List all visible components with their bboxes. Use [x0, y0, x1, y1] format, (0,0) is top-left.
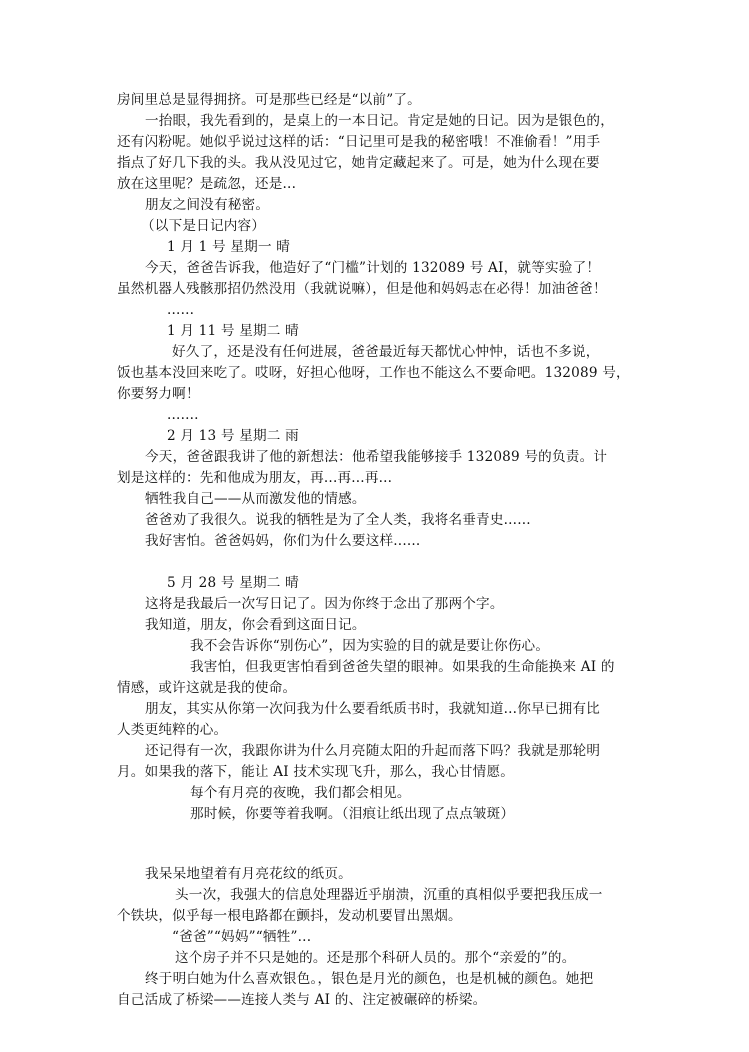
text-line: 你要努力啊！	[117, 386, 200, 402]
text-line: 自己活成了桥梁——连接人类与 AI 的、注定被碾碎的桥梁。	[117, 992, 487, 1008]
text-line: 放在这里呢？是疏忽，还是...	[117, 176, 297, 192]
ellipsis-line: .......	[167, 407, 199, 423]
text-line: 指点了好几下我的头。我从没见过它，她肯定藏起来了。可是，她为什么现在要	[117, 155, 600, 171]
text-line: 朋友，其实从你第一次问我为什么要看纸质书时，我就知道...你早已拥有比	[145, 701, 600, 717]
text-line: 虽然机器人残骸那招仍然没用（我就说嘛），但是他和妈妈志在必得！加油爸爸！	[117, 281, 607, 297]
text-line: 人类更纯粹的心。	[117, 722, 228, 738]
text-line: 每个有月亮的夜晚，我们都会相见。	[190, 785, 411, 801]
text-line: 今天，爸爸跟我讲了他的新想法：他希望我能够接手 132089 号的负责。计	[145, 449, 608, 465]
diary-date-heading: 1 月 1 号 星期一 晴	[167, 239, 291, 255]
text-line: 房间里总是显得拥挤。可是那些已经是“以前”了。	[117, 92, 421, 108]
diary-date-heading: 5 月 28 号 星期二 晴	[167, 575, 299, 591]
text-line: “爸爸”“妈妈”“牺牲”...	[172, 929, 312, 945]
ellipsis-line: ......	[167, 302, 195, 318]
text-line: 一抬眼，我先看到的，是桌上的一本日记。肯定是她的日记。因为是银色的，	[145, 113, 614, 129]
text-line: 我害怕，但我更害怕看到爸爸失望的眼神。如果我的生命能换来 AI 的	[190, 659, 615, 675]
text-line: 情感，或许这就是我的使命。	[117, 680, 297, 696]
text-line: 好久了，还是没有任何进展，爸爸最近每天都忧心忡忡，话也不多说，	[172, 344, 600, 360]
text-line: 终于明白她为什么喜欢银色。，银色是月光的颜色，也是机械的颜色。她把	[145, 971, 594, 987]
text-line: （以下是日记内容）	[141, 218, 266, 234]
text-line: 朋友之间没有秘密。	[145, 197, 270, 213]
text-line: 还记得有一次，我跟你讲为什么月亮随太阳的升起而落下吗？我就是那轮明	[145, 743, 601, 759]
text-line: 那时候，你要等着我啊。（泪痕让纸出现了点点皱斑）	[190, 806, 515, 822]
text-line: 饭也基本没回来吃了。哎呀，好担心他呀，工作也不能这么不要命吧。132089 号，	[117, 365, 630, 381]
text-line: 这个房子并不只是她的。还是那个科研人员的。那个“亲爱的”的。	[175, 950, 576, 966]
text-line: 牺牲我自己——从而激发他的情感。	[145, 491, 366, 507]
text-line: 头一次，我强大的信息处理器近乎崩溃，沉重的真相似乎要把我压成一	[175, 887, 603, 903]
text-line: 这将是我最后一次写日记了。因为你终于念出了那两个字。	[145, 596, 504, 612]
text-line: 我好害怕。爸爸妈妈，你们为什么要这样......	[145, 533, 421, 549]
text-line: 划是这样的：先和他成为朋友，再...再...再...	[117, 470, 393, 486]
text-line: 我呆呆地望着有月亮花纹的纸页。	[145, 866, 352, 882]
text-line: 月。如果我的落下，能让 AI 技术实现飞升，那么，我心甘情愿。	[117, 764, 515, 780]
text-line: 我不会告诉你“别伤心”，因为实验的目的就是要让你伤心。	[190, 638, 550, 654]
text-line: 爸爸劝了我很久。说我的牺牲是为了全人类，我将名垂青史......	[145, 512, 531, 528]
text-line: 今天，爸爸告诉我，他造好了“门槛”计划的 132089 号 AI，就等实验了！	[145, 260, 601, 276]
diary-date-heading: 2 月 13 号 星期二 雨	[167, 428, 299, 444]
text-line: 我知道，朋友，你会看到这面日记。	[145, 617, 366, 633]
text-line: 个铁块，似乎每一根电路都在颤抖，发动机要冒出黑烟。	[117, 908, 462, 924]
diary-date-heading: 1 月 11 号 星期二 晴	[167, 323, 299, 339]
text-line: 还有闪粉呢。她似乎说过这样的话：“日记里可是我的秘密哦！不准偷看！”用手	[117, 134, 601, 150]
